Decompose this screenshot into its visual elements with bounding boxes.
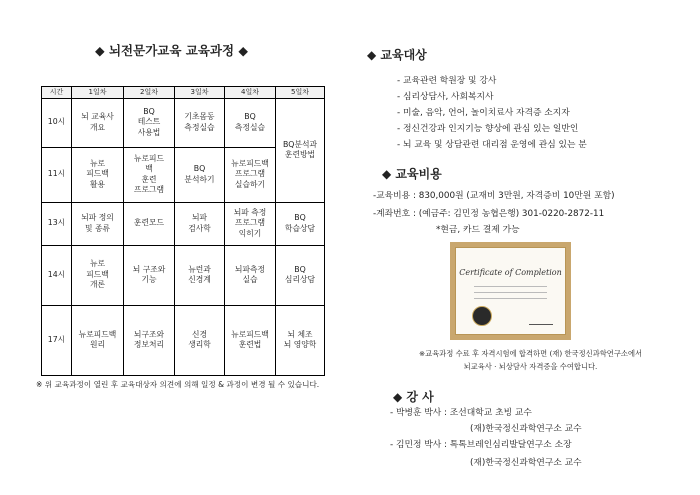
header-day4: 4일차 [225, 87, 276, 99]
time-cell: 17시 [42, 305, 72, 375]
table-cell: BQ 심리상담 [276, 245, 325, 305]
table-header-row [42, 87, 325, 99]
instructor-title: ◆ 강 사 [393, 390, 434, 404]
table-cell: 뇌파측정 실습 [225, 245, 276, 305]
time-cell: 14시 [42, 245, 72, 305]
table-row [42, 98, 325, 147]
cert-note-line: ※교육과정 수료 후 자격시험에 합격하면 (재) 한국정신과학연구소에서 [418, 349, 643, 358]
table-cell: 훈련모드 [124, 202, 175, 245]
header-day1: 1일차 [72, 87, 124, 99]
target-list [397, 73, 587, 153]
time-cell: 10시 [42, 98, 72, 147]
list-item: - 심리상담사, 사회복지사 [397, 92, 494, 102]
signature-line [529, 318, 553, 325]
table-cell: BQ 학습상담 [276, 202, 325, 245]
time-cell: 13시 [42, 202, 72, 245]
table-cell: 뇌 교육사 개요 [72, 98, 124, 147]
list-item: - 교육관련 학원장 및 강사 [397, 76, 497, 86]
table-cell: 뇌파 측정 프로그램 익히기 [225, 202, 276, 245]
table-cell: 기초몸동 측정실습 [175, 98, 225, 147]
header-day5: 5일차 [276, 87, 325, 99]
table-cell: 뉴로피드백 프로그램 실습하기 [225, 147, 276, 202]
list-item: - 뇌 교육 및 상담관련 대리점 운영에 관심 있는 분 [397, 140, 587, 150]
schedule-table [41, 86, 325, 376]
table-row [42, 202, 325, 245]
list-item: - 미술, 음악, 언어, 놀이치료사 자격증 소지자 [397, 108, 570, 118]
table-cell: 뉴로피드 백 훈련 프로그램 [124, 147, 175, 202]
target-title: ◆ 교육대상 [367, 48, 427, 62]
time-cell: 11시 [42, 147, 72, 202]
certificate-note [398, 347, 663, 373]
instructor-line: (재)한국정신과학연구소 교수 [470, 424, 582, 434]
header-day2: 2일차 [124, 87, 175, 99]
bank-account: -계좌번호 : (예금주: 김민정 농협은행) 301-0220-2872-11 [373, 209, 605, 219]
table-cell: 신경 생리학 [175, 305, 225, 375]
instructor-line: - 김민정 박사 : 톡톡브레인심리발달연구소 소장 [390, 440, 572, 450]
schedule-note: ※ 위 교육과정이 열린 후 교육대상자 의견에 의해 일정 & 과정이 변경 될 수 있습니다. [36, 380, 320, 389]
certificate-title: Certificate of Completion [459, 268, 562, 277]
payment-methods: *현금, 카드 결제 가능 [436, 225, 520, 235]
table-row [42, 245, 325, 305]
table-cell: 뇌파 검사학 [175, 202, 225, 245]
cert-note-line: 뇌교육사 · 뇌상담사 자격증을 수여합니다. [463, 362, 598, 371]
instructor-line: (재)한국정신과학연구소 교수 [470, 458, 582, 468]
table-cell: 뇌 구조와 기능 [124, 245, 175, 305]
table-cell: 뇌파 정의 및 종류 [72, 202, 124, 245]
table-cell: 뇌구조와 정보처리 [124, 305, 175, 375]
table-cell: BQ 측정실습 [225, 98, 276, 147]
header-time: 시간 [42, 87, 72, 99]
table-cell: BQ분석과 훈련방법 [276, 98, 325, 202]
list-item: - 정신건강과 인지기능 향상에 관심 있는 일반인 [397, 124, 579, 134]
table-cell: 뉴로 피드백 개론 [72, 245, 124, 305]
header-day3: 3일차 [175, 87, 225, 99]
table-cell: 뉴런과 신경계 [175, 245, 225, 305]
table-cell: BQ 분석하기 [175, 147, 225, 202]
certificate-image [450, 242, 571, 340]
instructor-line: - 박병훈 박사 : 조선대학교 초빙 교수 [390, 408, 532, 418]
seal-icon [472, 306, 492, 326]
curriculum-title: ◆ 뇌전문가교육 교육과정 ◆ [95, 43, 249, 58]
table-cell: 뉴로피드백 훈련법 [225, 305, 276, 375]
table-cell: BQ 테스트 사용법 [124, 98, 175, 147]
table-cell: 뉴로피드백 원리 [72, 305, 124, 375]
fee-title: ◆ 교육비용 [382, 167, 442, 181]
table-cell: 뉴로 피드백 활용 [72, 147, 124, 202]
fee-amount: -교육비용 : 830,000원 (교재비 3만원, 자격증비 10만원 포함) [373, 191, 615, 201]
table-cell: 뇌 체조 뇌 영양학 [276, 305, 325, 375]
table-row [42, 305, 325, 375]
